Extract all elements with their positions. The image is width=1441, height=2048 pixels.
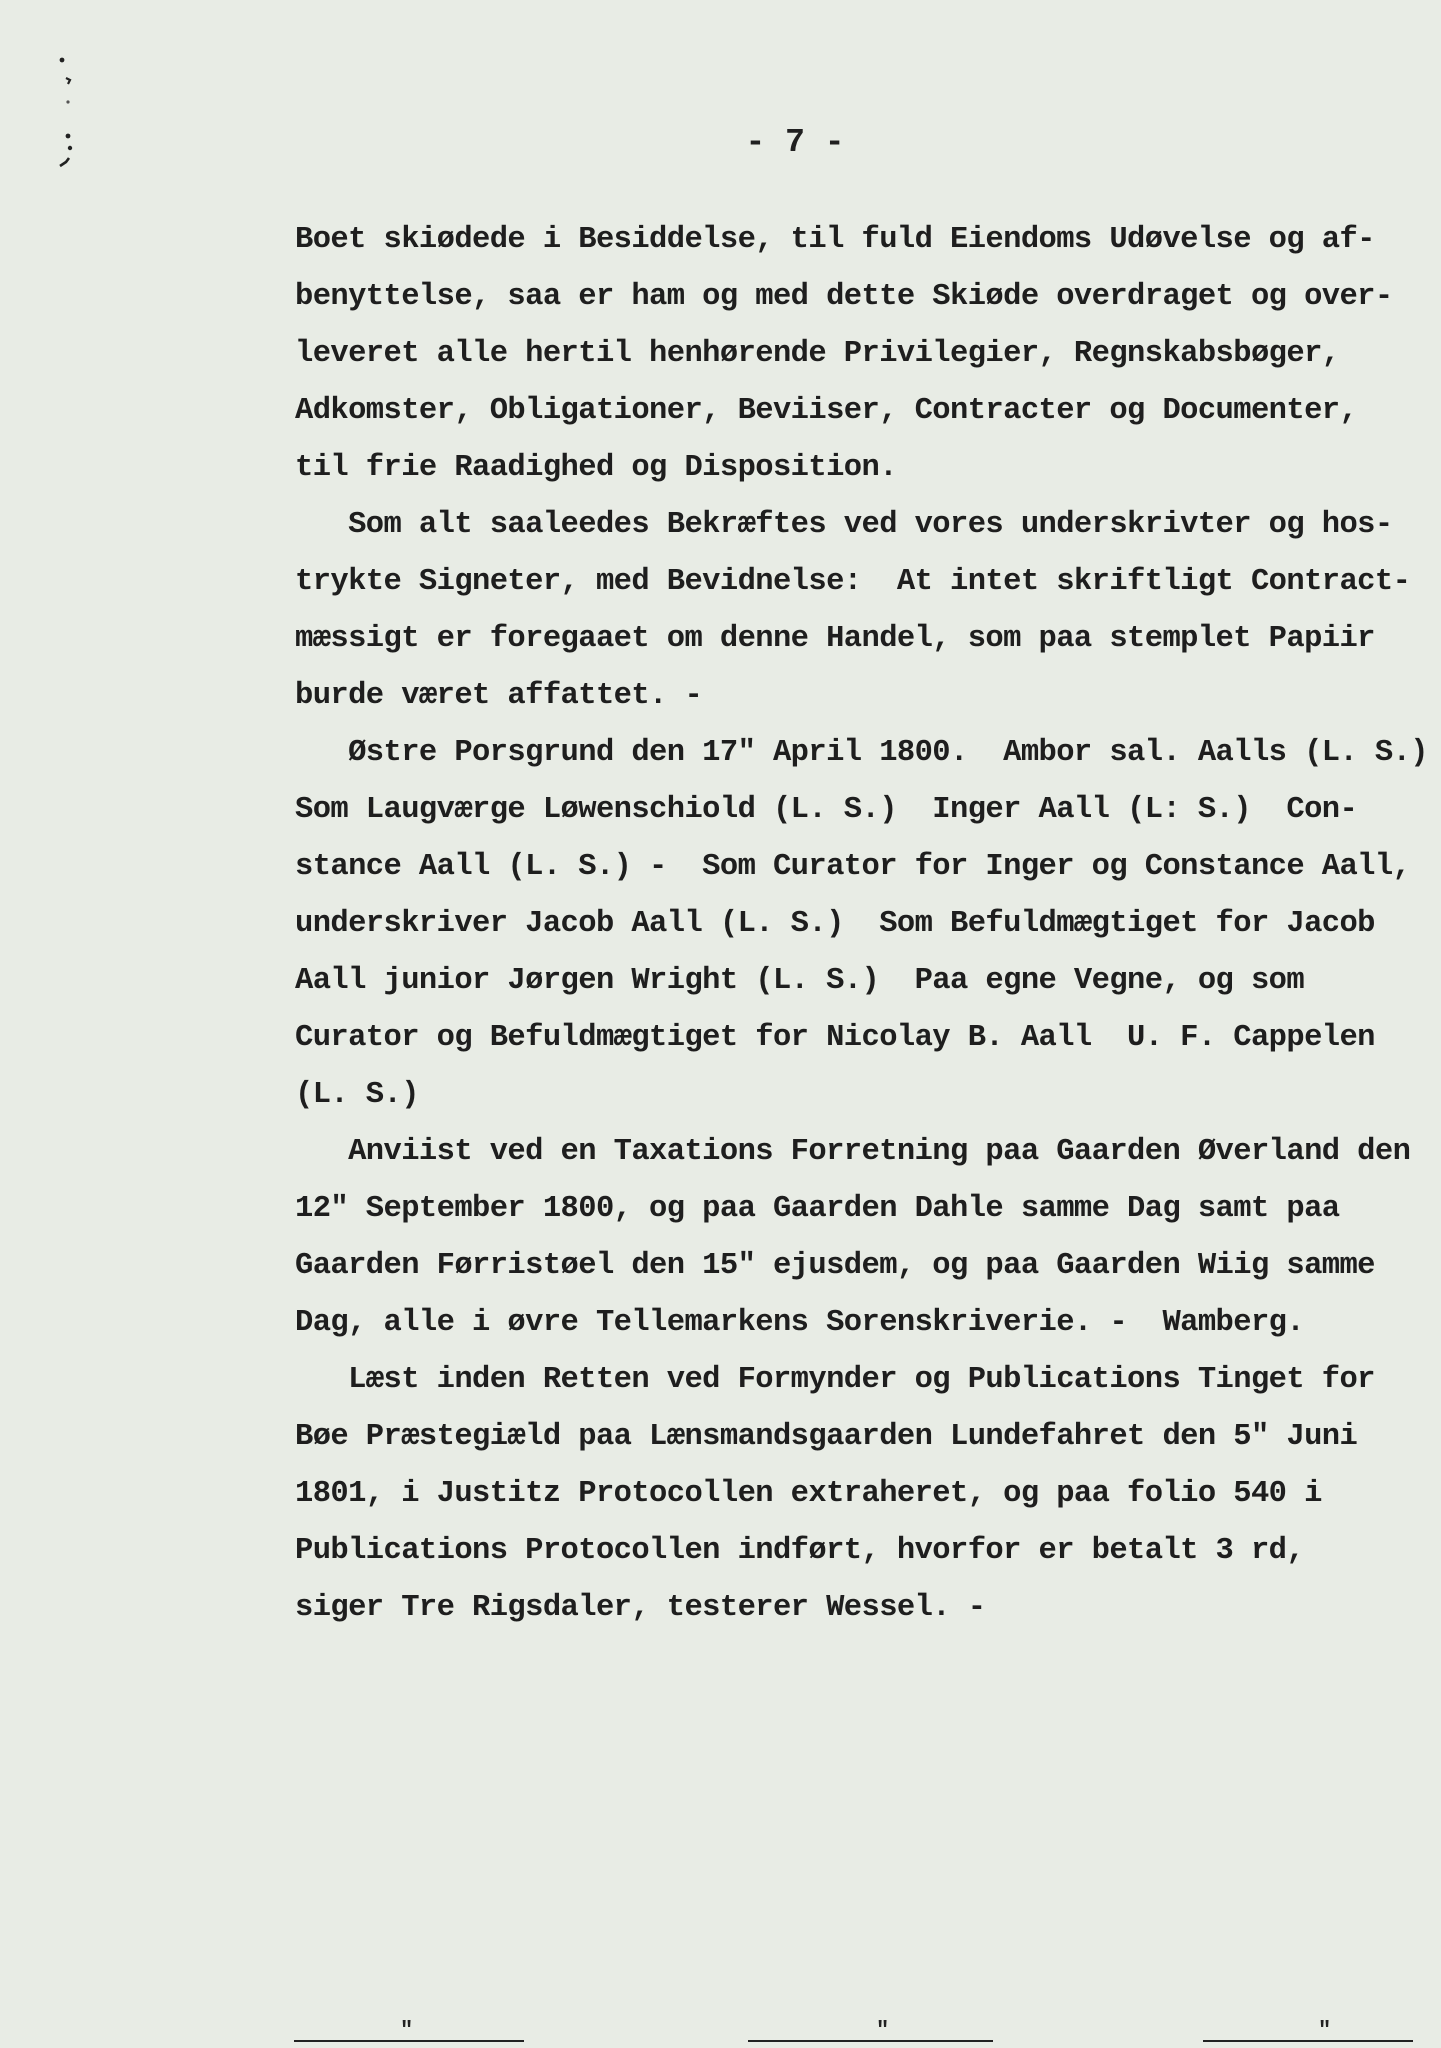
separator-rule-right (1203, 2040, 1413, 2042)
document-body (295, 212, 1428, 1637)
text-line: Gaarden Førristøel den 15" ejusdem, og paa Gaarden Wiig samme (295, 1249, 1375, 1283)
text-line: Som alt saaleedes Bekræftes ved vores underskrivter og hos- (295, 508, 1393, 542)
text-line: Anviist ved en Taxations Forretning paa Gaarden Øverland den (295, 1135, 1411, 1169)
text-line: Publications Protocollen indført, hvorfor er betalt 3 rd, (295, 1534, 1305, 1568)
text-line: (L. S.) (295, 1078, 419, 1112)
separator-rule-center (748, 2040, 993, 2042)
text-line: Curator og Befuldmægtiget for Nicolay B. Aall U. F. Cappelen (295, 1021, 1375, 1055)
text-line: Østre Porsgrund den 17" April 1800. Ambor sal. Aalls (L. S.) (295, 736, 1428, 770)
separator-mark-left: " (400, 2018, 414, 2043)
separator-mark-center: " (876, 2018, 890, 2043)
text-line: siger Tre Rigsdaler, testerer Wessel. - (295, 1591, 986, 1625)
text-line: Bøe Præstegiæld paa Lænsmandsgaarden Lundefahret den 5" Juni (295, 1420, 1358, 1454)
text-line: Som Laugværge Løwenschiold (L. S.) Inger Aall (L: S.) Con- (295, 793, 1358, 827)
text-line: til frie Raadighed og Disposition. (295, 451, 897, 485)
text-line: 1801, i Justitz Protocollen extraheret, og paa folio 540 i (295, 1477, 1322, 1511)
page-number: - 7 - (745, 124, 845, 161)
text-line: 12" September 1800, og paa Gaarden Dahle samme Dag samt paa (295, 1192, 1340, 1226)
text-line: Læst inden Retten ved Formynder og Publications Tinget for (295, 1363, 1375, 1397)
separator-mark-right: " (1318, 2018, 1332, 2043)
text-line: benyttelse, saa er ham og med dette Skiøde overdraget og over- (295, 280, 1393, 314)
text-line: Adkomster, Obligationer, Beviiser, Contracter og Documenter, (295, 394, 1358, 428)
text-line: stance Aall (L. S.) - Som Curator for Inger og Constance Aall, (295, 850, 1411, 884)
text-line: Aall junior Jørgen Wright (L. S.) Paa egne Vegne, og som (295, 964, 1305, 998)
text-line: Dag, alle i øvre Tellemarkens Sorenskriverie. - Wamberg. (295, 1306, 1305, 1340)
text-line: mæssigt er foregaaet om denne Handel, som paa stemplet Papiir (295, 622, 1375, 656)
text-line: Boet skiødede i Besiddelse, til fuld Eiendoms Udøvelse og af- (295, 223, 1375, 257)
text-line: burde været affattet. - (295, 679, 703, 713)
text-line: trykte Signeter, med Bevidnelse: At intet skriftligt Contract- (295, 565, 1411, 599)
text-line: leveret alle hertil henhørende Privilegier, Regnskabsbøger, (295, 337, 1340, 371)
text-line: underskriver Jacob Aall (L. S.) Som Befuldmægtiget for Jacob (295, 907, 1375, 941)
